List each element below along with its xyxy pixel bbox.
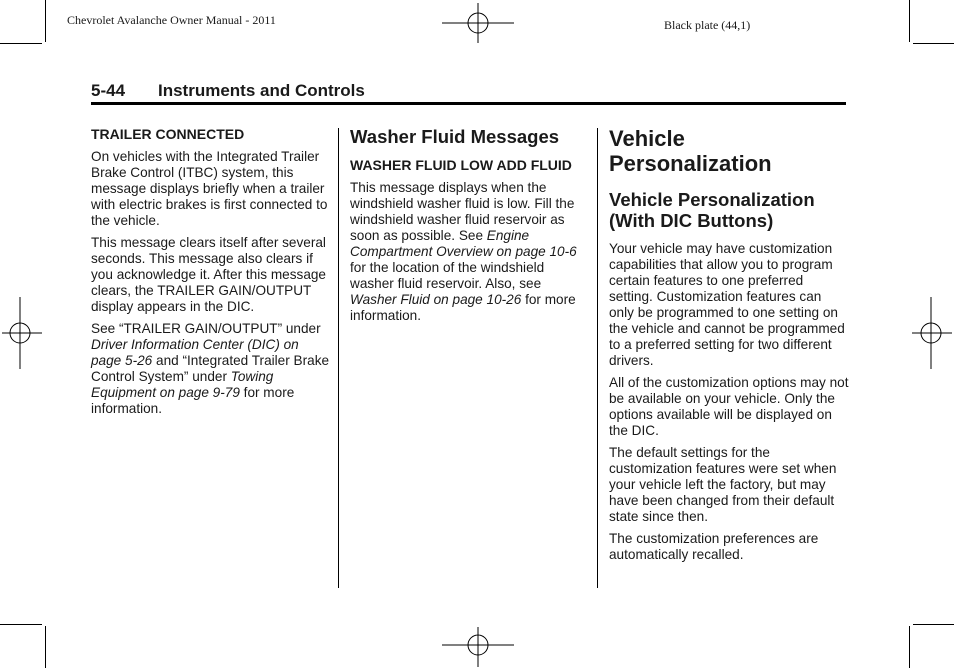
registration-mark-bottom-icon	[442, 627, 514, 667]
col3-paragraph-2: All of the customization options may not be available on your vehicle. Only the options available will be displayed on the DIC.	[609, 375, 849, 438]
column-3	[609, 126, 849, 569]
vehicle-personalization-subtitle: Vehicle Personalization (With DIC Buttons)	[609, 189, 815, 231]
washer-fluid-heading: Washer Fluid Messages	[350, 126, 560, 147]
text-run: See “TRAILER GAIN/OUTPUT” under	[91, 321, 321, 336]
col3-paragraph-1: Your vehicle may have customization capabilities that allow you to program certain features to one preferred setting. Customization features can only be programmed to one setting on the vehicle and cannot be programmed to a preferred setting for two different drivers.	[609, 241, 845, 368]
text-run: This message displays when the windshield washer fluid is low. Fill the windshield washer fluid reservoir as soon as possible. See	[350, 180, 575, 243]
text-run: for more information.	[91, 385, 295, 416]
section-title: Instruments and Controls	[158, 81, 365, 100]
text-run: for more information.	[350, 292, 576, 323]
col1-paragraph-3	[91, 321, 331, 417]
crop-mark-bottom-right-v	[909, 626, 910, 668]
column-2	[350, 126, 590, 330]
cross-reference-link[interactable]: Driver Information Center (DIC) on page 5-26	[91, 337, 299, 368]
page-number: 5-44	[91, 81, 126, 100]
crop-mark-top-left-h	[0, 43, 42, 44]
text-run: and “Integrated Trailer Brake Control System” under	[91, 353, 330, 384]
col3-paragraph-4: The customization preferences are automatically recalled.	[609, 531, 819, 562]
vehicle-personalization-title: Vehicle Personalization	[609, 126, 772, 176]
crop-mark-top-right-v	[909, 0, 910, 42]
text-run: for the location of the windshield washer fluid reservoir. Also, see	[350, 260, 545, 291]
cross-reference-link[interactable]: Engine Compartment Overview on page 10-6	[350, 228, 577, 259]
column-divider-1	[338, 128, 339, 588]
crop-mark-bottom-right-h	[913, 624, 954, 625]
crop-mark-bottom-left-v	[45, 626, 46, 668]
cross-reference-link[interactable]: Washer Fluid on page 10-26	[350, 292, 522, 307]
registration-mark-left-icon	[2, 297, 42, 369]
header-rule	[91, 102, 846, 105]
registration-mark-right-icon	[912, 297, 952, 369]
column-divider-2	[597, 128, 598, 588]
registration-mark-top-icon	[442, 3, 514, 43]
col1-paragraph-2: This message clears itself after several seconds. This message also clears if you acknowledge it. After this message clears, the TRAILER GAIN/OUTPUT display appears in the DIC.	[91, 235, 326, 314]
manual-title: Chevrolet Avalanche Owner Manual - 2011	[67, 13, 276, 27]
washer-fluid-subheading: WASHER FLUID LOW ADD FLUID	[350, 157, 572, 173]
col3-paragraph-3: The default settings for the customization features were set when your vehicle left the factory, but may have been changed from their default state since then.	[609, 445, 837, 524]
column-1	[91, 126, 331, 423]
crop-mark-top-left-v	[45, 0, 46, 42]
crop-mark-bottom-left-h	[0, 624, 42, 625]
col1-paragraph-1: On vehicles with the Integrated Trailer Brake Control (ITBC) system, this message displays briefly when a trailer with electric brakes is first connected to the vehicle.	[91, 149, 328, 228]
crop-mark-top-right-h	[913, 43, 954, 44]
plate-label: Black plate (44,1)	[664, 18, 751, 32]
col2-paragraph-1	[350, 180, 590, 324]
trailer-connected-heading: TRAILER CONNECTED	[91, 126, 245, 142]
cross-reference-link[interactable]: Towing Equipment on page 9-79	[91, 369, 274, 400]
